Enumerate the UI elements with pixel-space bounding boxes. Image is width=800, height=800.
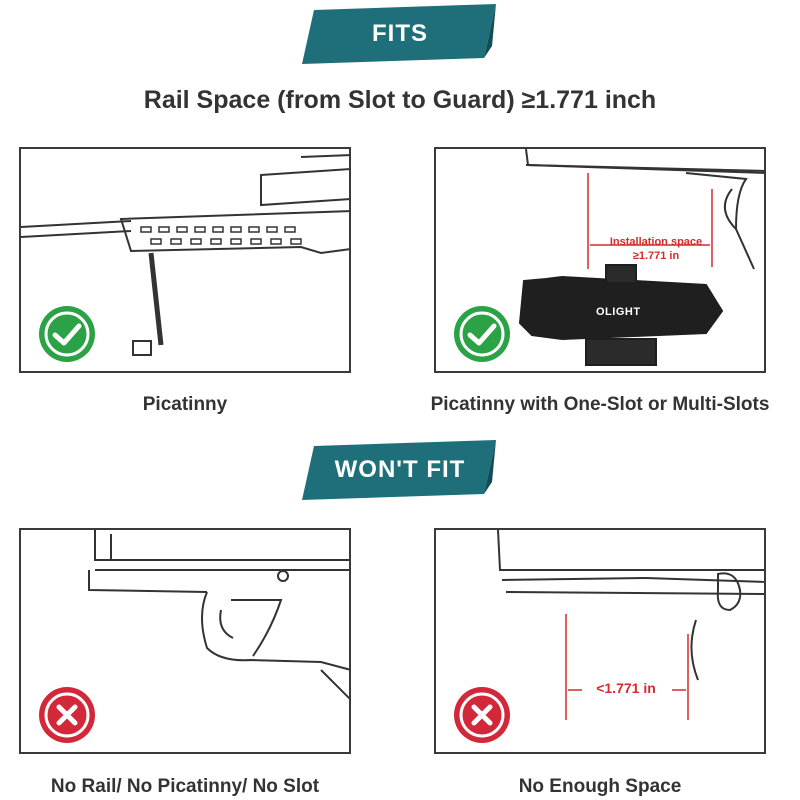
annotation-line1: Installation space <box>609 236 703 248</box>
caption-no-rail: No Rail/ No Picatinny/ No Slot <box>50 776 320 797</box>
caption-no-enough-space: No Enough Space <box>518 776 682 797</box>
panel-no-rail <box>19 528 351 754</box>
panel-no-enough-space <box>434 528 766 754</box>
fits-banner <box>300 2 500 66</box>
annotation-line2: ≥1.771 in <box>632 250 680 262</box>
caption-picatinny-slots: Picatinny with One-Slot or Multi-Slots <box>430 394 770 415</box>
brand-logo-text: OLIGHT <box>596 306 641 318</box>
panel-picatinny <box>19 147 351 373</box>
fit-check-icon <box>38 305 96 363</box>
fits-label: FITS <box>372 20 428 47</box>
page-title: Rail Space (from Slot to Guard) ≥1.771 inch <box>143 86 657 114</box>
no-fit-cross-icon <box>453 686 511 744</box>
panel-picatinny-slots <box>434 147 766 373</box>
installation-space-annotation <box>596 235 716 263</box>
clearance-annotation: <1.771 in <box>596 680 656 696</box>
caption-picatinny: Picatinny <box>142 394 228 415</box>
wont-fit-label: WON'T FIT <box>334 456 466 483</box>
no-fit-cross-icon <box>38 686 96 744</box>
fit-check-icon <box>453 305 511 363</box>
wont-fit-banner <box>300 438 500 502</box>
